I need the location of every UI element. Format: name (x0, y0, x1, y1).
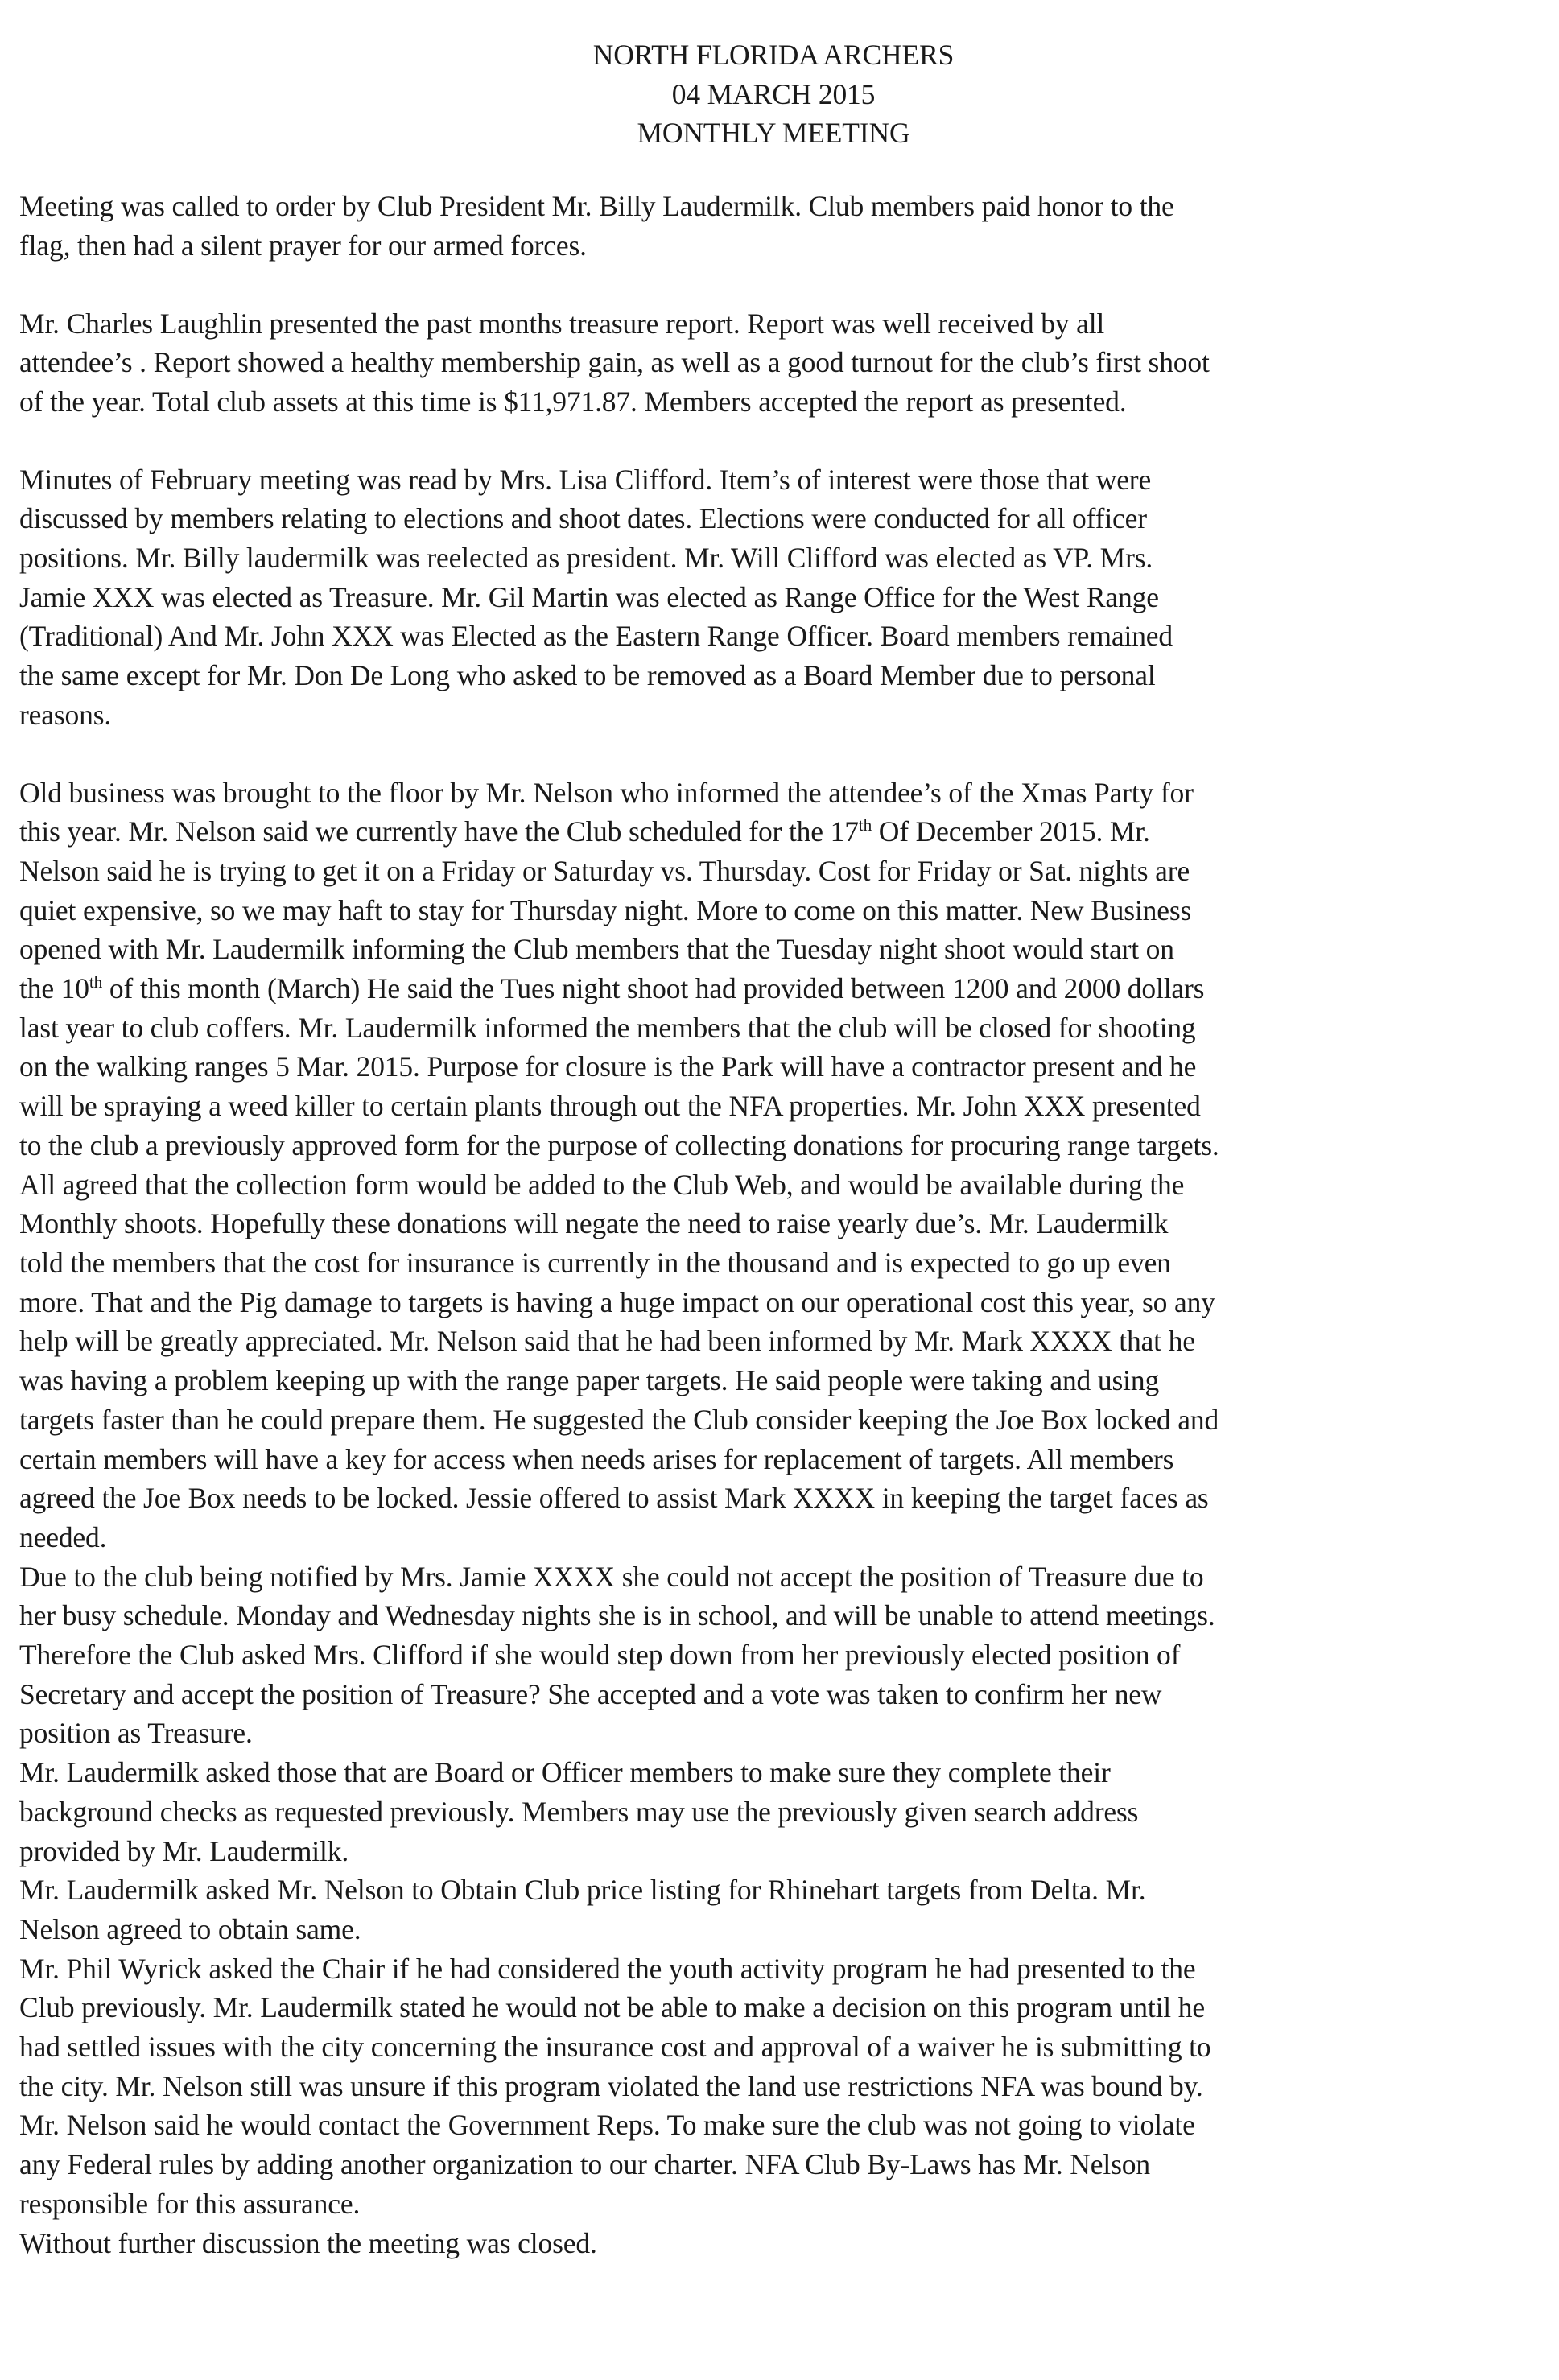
text-line: quiet expensive, so we may haft to stay for Thursday night. More to come on this matter. New Business (19, 893, 1192, 926)
text-line: more. That and the Pig damage to targets is having a huge impact on our operational cost this year, so any (19, 1285, 1215, 1318)
text-line: Meeting was called to order by Club President Mr. Billy Laudermilk. Club members paid honor to the (19, 190, 1174, 223)
text-line: Minutes of February meeting was read by Mrs. Lisa Clifford. Item’s of interest were those that were (19, 463, 1152, 496)
text-line: position as Treasure. (19, 1717, 253, 1750)
text-line: any Federal rules by adding another organization to our charter. NFA Club By-Laws has Mr. Nelson (19, 2148, 1150, 2181)
text-line: targets faster than he could prepare them. He suggested the Club consider keeping the Joe Box locked and (19, 1403, 1219, 1436)
text-line: opened with Mr. Laudermilk informing the Club members that the Tuesday night shoot would start on (19, 933, 1174, 966)
paragraph-youth-program (19, 1949, 1516, 2224)
text-line: positions. Mr. Billy laudermilk was reelected as president. Mr. Will Clifford was elected as VP. Mrs. (19, 542, 1153, 575)
text-line: Mr. Laudermilk asked Mr. Nelson to Obtain Club price listing for Rhinehart targets from Delta. Mr. (19, 1874, 1146, 1907)
paragraph-call-to-order (19, 187, 1516, 265)
text-line: responsible for this assurance. (19, 2187, 361, 2220)
paragraph-price-listing (19, 1871, 1516, 1949)
text-line: certain members will have a key for access when needs arises for replacement of targets. All members (19, 1442, 1174, 1475)
text-line: Jamie XXX was elected as Treasure. Mr. Gil Martin was elected as Range Office for the West Range (19, 580, 1159, 613)
document-page (19, 35, 1516, 2262)
text-line: the city. Mr. Nelson still was unsure if this program violated the land use restrictions NFA was bound by. (19, 2069, 1203, 2102)
text-line: help will be greatly appreciated. Mr. Nelson said that he had been informed by Mr. Mark XXXX that he (19, 1325, 1195, 1358)
text-line: background checks as requested previously. Members may use the previously given search address (19, 1795, 1139, 1828)
text-line: to the club a previously approved form for the purpose of collecting donations for procuring range targets. (19, 1128, 1219, 1161)
text-line: on the walking ranges 5 Mar. 2015. Purpose for closure is the Park will have a contractor present and he (19, 1050, 1197, 1083)
text-line: Mr. Phil Wyrick asked the Chair if he had considered the youth activity program he had presented to the (19, 1952, 1196, 1985)
paragraph-minutes (19, 460, 1516, 735)
text-line: Mr. Charles Laughlin presented the past months treasure report. Report was well received by all (19, 307, 1105, 340)
text-line: provided by Mr. Laudermilk. (19, 1834, 349, 1867)
text-line: Secretary and accept the position of Treasure? She accepted and a vote was taken to confirm her new (19, 1677, 1162, 1710)
text-line: Due to the club being notified by Mrs. Jamie XXXX she could not accept the position of Treasure due to (19, 1560, 1204, 1593)
paragraph-closing (19, 2224, 1516, 2263)
text-line: needed. (19, 1520, 107, 1553)
text-line: told the members that the cost for insurance is currently in the thousand and is expected to go up even (19, 1246, 1171, 1279)
text-line: attendee’s . Report showed a healthy membership gain, as well as a good turnout for the club’s first shoot (19, 346, 1210, 379)
paragraph-background-checks (19, 1753, 1516, 1871)
paragraph-treasure-position (19, 1557, 1516, 1754)
text-line: will be spraying a weed killer to certain plants through out the NFA properties. Mr. John XXX presented (19, 1090, 1201, 1123)
text-line: her busy schedule. Monday and Wednesday nights she is in school, and will be unable to attend meetings. (19, 1599, 1215, 1632)
text-line: had settled issues with the city concerning the insurance cost and approval of a waiver he is submitting to (19, 2031, 1211, 2064)
text-line: Nelson agreed to obtain same. (19, 1912, 361, 1945)
paragraph-treasure-report (19, 304, 1516, 422)
text-line: Monthly shoots. Hopefully these donations will negate the need to raise yearly due’s. Mr. Laudermilk (19, 1207, 1169, 1240)
text-line: this year. Mr. Nelson said we currently have the Club scheduled for the 17th Of December 2015. Mr. (19, 815, 1150, 848)
text-line: Mr. Laudermilk asked those that are Board or Officer members to make sure they complete their (19, 1756, 1111, 1789)
document-header (19, 35, 1516, 153)
text-line: was having a problem keeping up with the range paper targets. He said people were taking and using (19, 1364, 1160, 1397)
text-line: Nelson said he is trying to get it on a Friday or Saturday vs. Thursday. Cost for Friday or Sat. nights are (19, 854, 1190, 887)
text-line: agreed the Joe Box needs to be locked. Jessie offered to assist Mark XXXX in keeping the target faces as (19, 1482, 1209, 1515)
header-meeting-type: MONTHLY MEETING (637, 117, 910, 150)
text-line: All agreed that the collection form would be added to the Club Web, and would be available during the (19, 1168, 1185, 1201)
text-line: last year to club coffers. Mr. Laudermilk informed the members that the club will be closed for shooting (19, 1011, 1196, 1044)
paragraph-old-new-business (19, 773, 1516, 1557)
text-line: the 10th of this month (March) He said the Tues night shoot had provided between 1200 and 2000 dollars (19, 972, 1205, 1005)
text-line: Therefore the Club asked Mrs. Clifford if she would step down from her previously elected position of (19, 1639, 1181, 1672)
text-line: Club previously. Mr. Laudermilk stated he would not be able to make a decision on this program until he (19, 1991, 1205, 2024)
text-line: (Traditional) And Mr. John XXX was Elected as the Eastern Range Officer. Board members remained (19, 620, 1173, 653)
header-org-name: NORTH FLORIDA ARCHERS (592, 39, 955, 71)
text-line: flag, then had a silent prayer for our armed forces. (19, 229, 587, 262)
text-line: Mr. Nelson said he would contact the Government Reps. To make sure the club was not going to violate (19, 2109, 1195, 2142)
text-line: Old business was brought to the floor by Mr. Nelson who informed the attendee’s of the Xmas Party for (19, 776, 1194, 809)
header-date: 04 MARCH 2015 (671, 77, 876, 110)
ordinal-suffix: th (858, 815, 872, 835)
text-line: discussed by members relating to elections and shoot dates. Elections were conducted for all officer (19, 502, 1147, 535)
text-line: reasons. (19, 698, 112, 731)
text-line: Without further discussion the meeting was closed. (19, 2226, 597, 2259)
ordinal-suffix: th (89, 972, 103, 992)
text-line: the same except for Mr. Don De Long who asked to be removed as a Board Member due to personal (19, 659, 1156, 692)
text-line: of the year. Total club assets at this time is $11,971.87. Members accepted the report as presented. (19, 385, 1127, 418)
